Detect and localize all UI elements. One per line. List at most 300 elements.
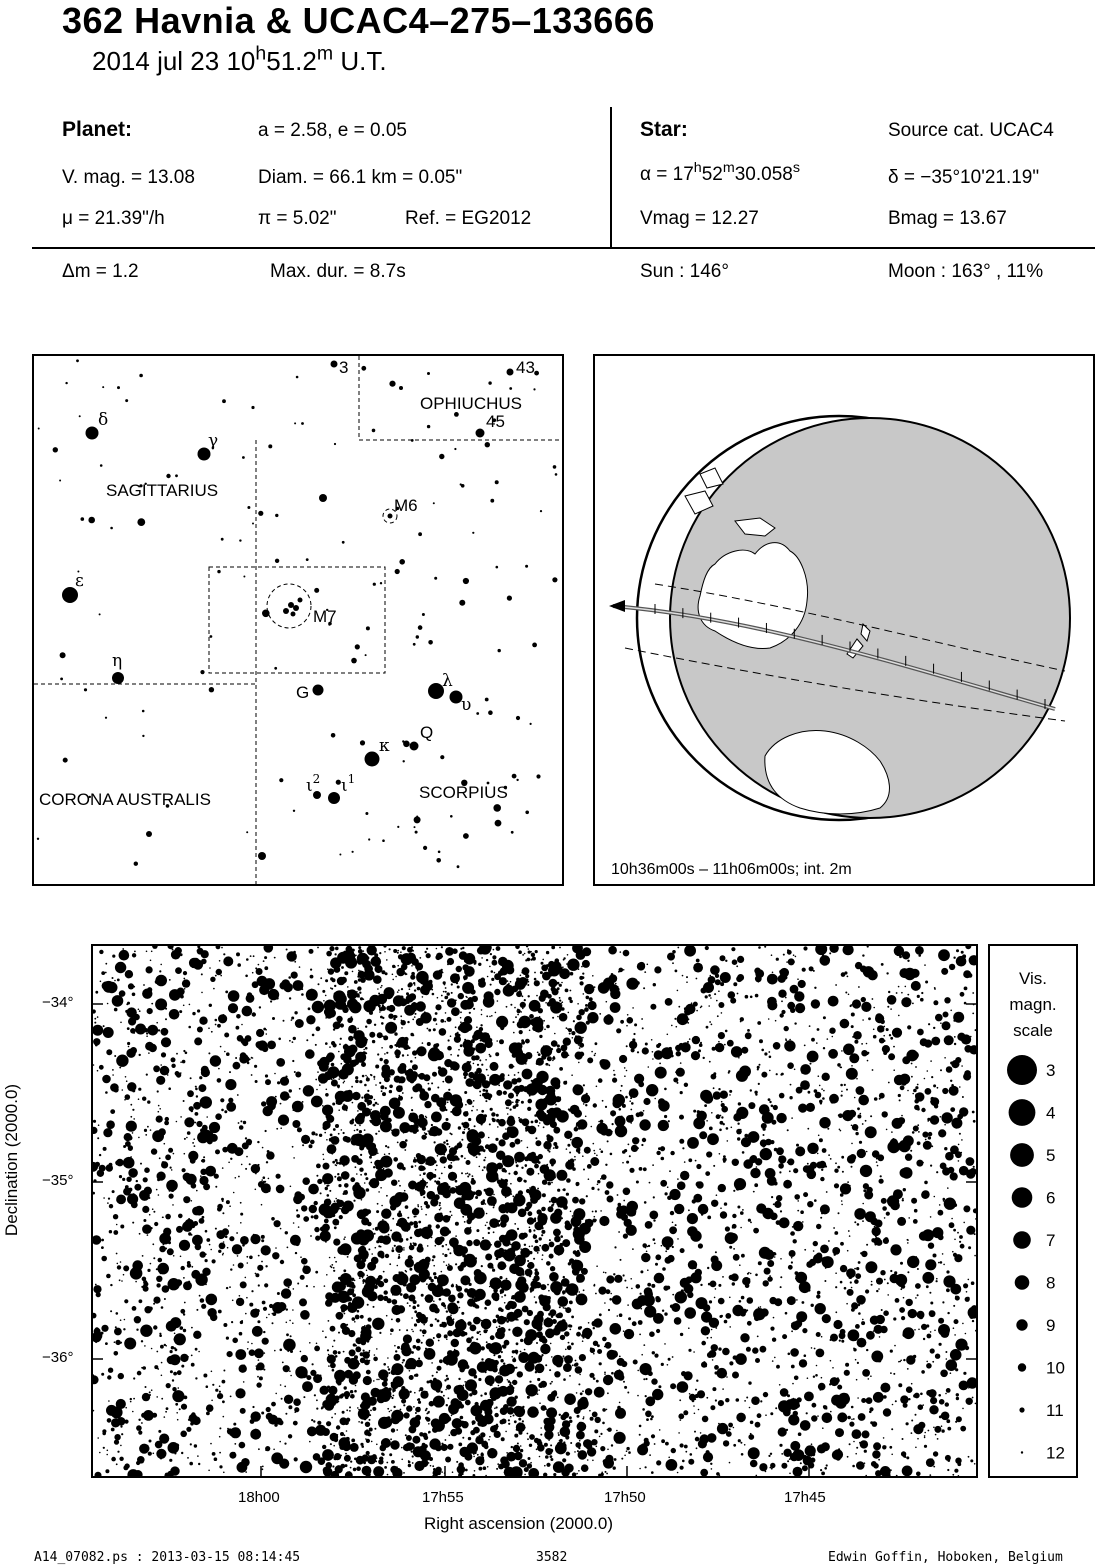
field-star bbox=[802, 1465, 808, 1471]
field-star bbox=[707, 1216, 711, 1220]
field-star bbox=[172, 1204, 174, 1206]
field-star bbox=[774, 1256, 776, 1258]
field-star bbox=[179, 1010, 182, 1013]
field-star bbox=[426, 1186, 428, 1188]
field-star bbox=[878, 1459, 880, 1461]
field-star bbox=[183, 978, 185, 980]
field-stars bbox=[93, 946, 976, 1476]
field-star bbox=[138, 1098, 140, 1100]
field-star bbox=[451, 992, 453, 994]
field-star bbox=[773, 1042, 781, 1050]
field-star bbox=[517, 1014, 519, 1016]
field-star bbox=[372, 1407, 376, 1411]
field-star bbox=[568, 1055, 570, 1057]
field-star bbox=[747, 1029, 750, 1032]
field-star bbox=[430, 1465, 432, 1467]
field-star bbox=[542, 959, 544, 961]
field-star bbox=[943, 1198, 946, 1201]
field-star bbox=[349, 1279, 351, 1281]
field-star bbox=[637, 1395, 639, 1397]
finder-star bbox=[53, 447, 58, 452]
field-star bbox=[785, 997, 787, 999]
field-star bbox=[928, 1430, 930, 1432]
field-star bbox=[411, 1097, 413, 1099]
field-star bbox=[99, 1065, 104, 1070]
field-star bbox=[796, 1299, 798, 1301]
field-star bbox=[719, 1153, 721, 1155]
field-star bbox=[872, 1227, 881, 1236]
direction-arrow-icon bbox=[609, 600, 625, 612]
field-star bbox=[694, 965, 696, 967]
field-star bbox=[498, 1085, 500, 1087]
field-star bbox=[947, 1469, 949, 1471]
star-vmag: Vmag = 12.27 bbox=[640, 208, 759, 229]
field-star bbox=[174, 1361, 176, 1363]
field-star bbox=[461, 1172, 463, 1174]
field-star bbox=[357, 1028, 359, 1030]
field-star bbox=[561, 1004, 563, 1006]
field-star bbox=[822, 1148, 827, 1153]
field-star bbox=[123, 1328, 125, 1330]
field-star bbox=[503, 1363, 505, 1365]
field-star bbox=[111, 1457, 116, 1462]
field-star bbox=[302, 1144, 304, 1146]
field-star bbox=[245, 975, 248, 978]
finder-star bbox=[415, 831, 418, 834]
field-star bbox=[718, 1032, 725, 1039]
field-star bbox=[346, 1430, 348, 1432]
field-star bbox=[343, 1238, 345, 1240]
field-star bbox=[820, 1469, 822, 1471]
field-star bbox=[917, 1124, 919, 1126]
field-star bbox=[750, 1421, 754, 1425]
field-star bbox=[566, 1148, 568, 1150]
field-star bbox=[873, 1330, 875, 1332]
field-star bbox=[879, 1093, 885, 1099]
field-star bbox=[495, 1375, 503, 1383]
field-star bbox=[607, 1196, 614, 1203]
field-star bbox=[146, 951, 148, 953]
field-star bbox=[499, 1326, 501, 1328]
field-star bbox=[226, 1052, 230, 1056]
field-star bbox=[840, 1265, 847, 1272]
field-star bbox=[602, 1100, 604, 1102]
field-star bbox=[414, 989, 416, 991]
field-star bbox=[114, 1008, 118, 1012]
field-star bbox=[846, 1068, 858, 1080]
field-star bbox=[441, 1471, 443, 1473]
field-star bbox=[941, 1429, 944, 1432]
field-star bbox=[571, 1316, 574, 1319]
field-star bbox=[418, 1165, 424, 1171]
field-star bbox=[808, 1091, 811, 1094]
field-star bbox=[604, 1372, 606, 1374]
field-star bbox=[521, 1167, 523, 1169]
field-star bbox=[383, 1271, 385, 1273]
field-star bbox=[511, 1446, 513, 1448]
field-star bbox=[719, 1474, 721, 1476]
field-star bbox=[880, 1383, 890, 1393]
table-bottom-rule bbox=[32, 247, 1095, 249]
field-star bbox=[282, 1362, 284, 1364]
finder-star bbox=[334, 443, 336, 445]
field-star bbox=[637, 1051, 639, 1053]
field-star bbox=[217, 1024, 221, 1028]
field-star bbox=[112, 1190, 115, 1193]
field-star bbox=[811, 1443, 813, 1445]
finder-star bbox=[102, 386, 104, 388]
field-star bbox=[943, 1012, 949, 1018]
field-star bbox=[633, 1033, 635, 1035]
field-star bbox=[926, 1363, 932, 1369]
field-star bbox=[158, 1430, 161, 1433]
field-star bbox=[728, 991, 736, 999]
dec-tick-label: −34° bbox=[42, 994, 74, 1011]
field-star bbox=[515, 1318, 518, 1321]
field-star bbox=[236, 1298, 244, 1306]
field-star bbox=[192, 1142, 194, 1144]
field-star bbox=[332, 1161, 335, 1164]
field-star bbox=[723, 1440, 729, 1446]
field-star bbox=[918, 1314, 923, 1319]
field-star bbox=[159, 1246, 166, 1253]
field-star bbox=[496, 1040, 498, 1042]
field-star bbox=[280, 1228, 282, 1230]
field-star bbox=[439, 1028, 447, 1036]
field-star bbox=[486, 1330, 488, 1332]
finder-star bbox=[495, 820, 502, 827]
field-star bbox=[588, 1322, 590, 1324]
field-star bbox=[710, 997, 712, 999]
field-star bbox=[352, 1317, 356, 1321]
finder-star bbox=[251, 406, 254, 409]
field-star bbox=[170, 1370, 173, 1373]
field-star bbox=[301, 1355, 308, 1362]
field-star bbox=[884, 1279, 886, 1281]
field-star bbox=[745, 1032, 752, 1039]
field-star bbox=[740, 1053, 742, 1055]
field-star bbox=[381, 1047, 383, 1049]
field-star bbox=[492, 1319, 496, 1323]
field-star bbox=[176, 1226, 183, 1233]
field-star bbox=[817, 1028, 820, 1031]
field-star bbox=[171, 1346, 174, 1349]
field-star bbox=[400, 1409, 402, 1411]
field-star bbox=[142, 1462, 144, 1464]
field-star bbox=[133, 1377, 135, 1379]
field-star bbox=[698, 1049, 701, 1052]
planet-parallax: π = 5.02" bbox=[258, 208, 337, 229]
field-star bbox=[311, 1131, 315, 1135]
field-star bbox=[906, 1386, 913, 1393]
field-box bbox=[209, 567, 385, 673]
field-star bbox=[492, 960, 498, 966]
field-star bbox=[933, 1254, 937, 1258]
field-star bbox=[187, 1356, 189, 1358]
finder-star bbox=[298, 598, 303, 603]
field-star bbox=[464, 959, 467, 962]
field-star bbox=[193, 1182, 195, 1184]
field-star bbox=[171, 1169, 173, 1171]
field-star bbox=[727, 1140, 729, 1142]
star-label-upsilon: υ bbox=[461, 695, 472, 715]
field-star bbox=[525, 959, 527, 961]
field-star bbox=[400, 951, 402, 953]
field-star bbox=[134, 951, 136, 953]
field-star bbox=[708, 1005, 710, 1007]
field-star bbox=[450, 1314, 452, 1316]
field-star bbox=[228, 990, 240, 1002]
field-star bbox=[501, 1419, 506, 1424]
field-star bbox=[357, 975, 359, 977]
field-star bbox=[494, 972, 496, 974]
field-star bbox=[779, 1156, 782, 1159]
field-star bbox=[784, 1040, 795, 1051]
field-star bbox=[132, 993, 136, 997]
field-star bbox=[165, 1154, 171, 1160]
field-star bbox=[412, 1306, 416, 1310]
field-star bbox=[619, 1402, 621, 1404]
field-star bbox=[905, 986, 907, 988]
field-star bbox=[718, 990, 720, 992]
field-star bbox=[354, 1321, 356, 1323]
field-star bbox=[106, 1049, 112, 1055]
field-star bbox=[709, 1127, 713, 1131]
field-star bbox=[246, 1256, 248, 1258]
field-star bbox=[626, 1287, 628, 1289]
planet-orbit: a = 2.58, e = 0.05 bbox=[258, 120, 407, 141]
field-star bbox=[363, 1049, 365, 1051]
field-star bbox=[514, 1420, 517, 1423]
field-star bbox=[693, 1117, 705, 1129]
field-star bbox=[486, 1222, 488, 1224]
field-star bbox=[147, 1269, 150, 1272]
field-star bbox=[677, 1381, 689, 1393]
field-star bbox=[447, 998, 456, 1007]
field-star bbox=[471, 1110, 473, 1112]
field-star bbox=[758, 1307, 760, 1309]
field-star bbox=[712, 1387, 716, 1391]
field-star bbox=[854, 1097, 856, 1099]
field-star bbox=[890, 1270, 892, 1272]
field-star bbox=[379, 1082, 381, 1084]
field-star bbox=[786, 961, 788, 963]
field-star bbox=[401, 1447, 403, 1449]
field-star bbox=[731, 1046, 742, 1057]
finder-star bbox=[79, 415, 81, 417]
field-star bbox=[911, 1432, 913, 1434]
field-star bbox=[961, 1065, 963, 1067]
field-star bbox=[505, 1280, 507, 1282]
field-star bbox=[471, 1039, 475, 1043]
field-star bbox=[435, 955, 440, 960]
field-star bbox=[950, 1372, 952, 1374]
field-star bbox=[483, 1466, 487, 1470]
field-star bbox=[192, 1012, 195, 1015]
field-star bbox=[215, 1389, 218, 1392]
field-star bbox=[130, 1116, 132, 1118]
field-star bbox=[398, 1254, 400, 1256]
field-star bbox=[801, 1071, 804, 1074]
field-star bbox=[880, 1326, 888, 1334]
field-star bbox=[458, 1443, 462, 1447]
field-star bbox=[284, 1463, 287, 1466]
field-star bbox=[816, 1349, 825, 1358]
field-star bbox=[510, 1109, 512, 1111]
field-star bbox=[462, 1216, 464, 1218]
field-star bbox=[799, 1359, 807, 1367]
field-star bbox=[164, 1235, 171, 1242]
field-star bbox=[581, 1094, 590, 1103]
field-star bbox=[617, 1278, 619, 1280]
field-star bbox=[834, 1183, 839, 1188]
field-star bbox=[263, 1331, 265, 1333]
field-star bbox=[249, 1256, 253, 1260]
field-star bbox=[197, 1455, 199, 1457]
field-star bbox=[898, 1079, 901, 1082]
field-star bbox=[930, 1165, 932, 1167]
field-star bbox=[528, 948, 530, 950]
field-star bbox=[890, 1469, 892, 1471]
field-star bbox=[924, 1181, 928, 1185]
field-star bbox=[268, 1314, 270, 1316]
field-star bbox=[700, 1469, 708, 1476]
field-star bbox=[527, 1147, 529, 1149]
field-star bbox=[299, 1102, 303, 1106]
field-star bbox=[593, 1143, 595, 1145]
field-star bbox=[702, 1416, 709, 1423]
field-star bbox=[295, 1019, 304, 1028]
field-star bbox=[586, 996, 590, 1000]
field-star bbox=[667, 1034, 669, 1036]
field-star bbox=[447, 1330, 453, 1336]
field-star bbox=[440, 1227, 450, 1237]
field-star bbox=[128, 1188, 132, 1192]
field-star bbox=[808, 1289, 811, 1292]
field-star bbox=[855, 1359, 857, 1361]
event-datetime: 2014 jul 23 10$^h$51.2$^m$ U.T. bbox=[92, 42, 387, 76]
field-star bbox=[845, 1363, 849, 1367]
finder-star bbox=[258, 852, 266, 860]
field-star bbox=[537, 982, 539, 984]
field-star bbox=[601, 1150, 604, 1153]
field-star bbox=[865, 1289, 869, 1293]
finder-star bbox=[395, 569, 400, 574]
field-star bbox=[780, 1258, 782, 1260]
field-star bbox=[576, 1122, 581, 1127]
field-star bbox=[415, 1212, 417, 1214]
field-star bbox=[182, 1247, 184, 1249]
field-star bbox=[596, 1086, 598, 1088]
field-star bbox=[409, 1305, 411, 1307]
field-star bbox=[215, 1228, 217, 1230]
field-star bbox=[546, 1463, 550, 1467]
field-star bbox=[922, 1404, 924, 1406]
finder-star bbox=[427, 372, 430, 375]
field-star bbox=[416, 1018, 424, 1026]
field-star bbox=[505, 1249, 507, 1251]
finder-star bbox=[274, 667, 277, 670]
field-star bbox=[187, 1090, 194, 1097]
field-star bbox=[178, 1214, 183, 1219]
field-star bbox=[773, 1203, 775, 1205]
field-star bbox=[332, 959, 334, 961]
finder-star bbox=[553, 465, 557, 469]
field-star bbox=[672, 1294, 674, 1296]
field-star bbox=[172, 1328, 175, 1331]
field-star bbox=[168, 1087, 171, 1090]
field-star bbox=[148, 1412, 153, 1417]
field-star bbox=[650, 1418, 653, 1421]
field-star bbox=[159, 970, 161, 972]
field-star bbox=[173, 1372, 177, 1376]
field-star bbox=[293, 1288, 295, 1290]
field-star bbox=[857, 1223, 860, 1226]
field-star bbox=[397, 1265, 399, 1267]
field-star bbox=[413, 1406, 415, 1408]
field-star bbox=[403, 1130, 405, 1132]
field-star bbox=[554, 1209, 562, 1217]
field-star bbox=[517, 1443, 519, 1445]
field-star bbox=[521, 1101, 524, 1104]
field-star bbox=[222, 1380, 226, 1384]
field-star bbox=[856, 1461, 865, 1470]
field-star bbox=[536, 1342, 538, 1344]
field-star bbox=[331, 1264, 333, 1266]
field-star bbox=[338, 1184, 341, 1187]
field-star bbox=[180, 1116, 182, 1118]
field-star bbox=[103, 1027, 114, 1038]
field-star bbox=[705, 946, 709, 950]
star-label-gamma: γ bbox=[208, 431, 219, 451]
field-star bbox=[698, 1204, 709, 1215]
field-star bbox=[718, 1184, 726, 1192]
field-star bbox=[351, 1086, 353, 1088]
field-star bbox=[338, 1332, 340, 1334]
field-star bbox=[436, 1023, 438, 1025]
field-star bbox=[239, 1442, 246, 1449]
field-star bbox=[900, 1262, 903, 1265]
field-star bbox=[186, 1174, 197, 1185]
field-star bbox=[845, 992, 847, 994]
field-star bbox=[447, 1293, 449, 1295]
field-star bbox=[114, 1328, 122, 1336]
field-star bbox=[975, 1029, 977, 1031]
field-star bbox=[780, 1276, 782, 1278]
planet-diameter: Diam. = 66.1 km = 0.05" bbox=[258, 167, 463, 188]
field-star bbox=[215, 1186, 217, 1188]
field-star bbox=[687, 1137, 699, 1149]
field-star bbox=[783, 975, 787, 979]
field-star bbox=[565, 1427, 567, 1429]
field-star bbox=[528, 951, 531, 954]
field-star bbox=[466, 1337, 472, 1343]
field-star bbox=[946, 1288, 950, 1292]
field-star bbox=[419, 957, 421, 959]
field-star bbox=[120, 1022, 122, 1024]
star-heading: Star: bbox=[640, 118, 688, 141]
field-star bbox=[792, 1446, 794, 1448]
field-star bbox=[464, 1039, 466, 1041]
field-star bbox=[542, 1244, 550, 1252]
field-star bbox=[513, 1445, 520, 1452]
field-star bbox=[528, 1273, 530, 1275]
field-star bbox=[146, 1032, 148, 1034]
field-star bbox=[757, 1068, 759, 1070]
field-star bbox=[915, 1106, 919, 1110]
field-star bbox=[718, 1041, 720, 1043]
field-star bbox=[538, 1216, 547, 1225]
